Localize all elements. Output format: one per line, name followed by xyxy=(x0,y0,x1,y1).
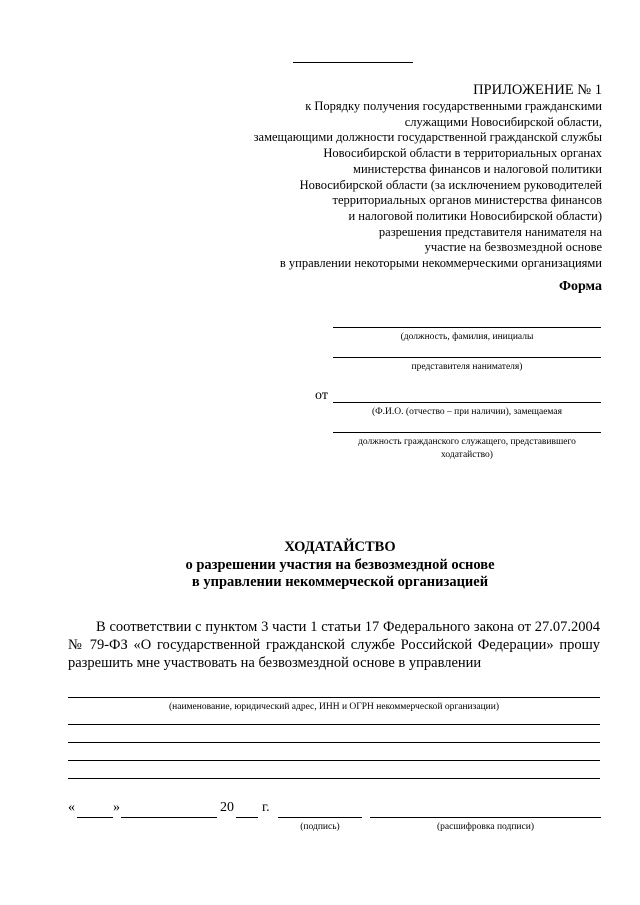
title-line: ХОДАТАЙСТВО xyxy=(284,539,396,555)
addressee-name-field[interactable] xyxy=(333,357,601,358)
organization-caption: (наименование, юридический адрес, ИНН и ОГРН некоммерческой организации) xyxy=(169,702,499,712)
addressee-caption-2: представителя нанимателя) xyxy=(411,362,523,372)
applicant-caption-3: ходатайство) xyxy=(441,450,493,460)
appendix-line: министерства финансов и налоговой политики xyxy=(353,161,602,176)
appendix-line: замещающими должности государственной гражданской службы xyxy=(253,130,602,145)
applicant-caption-1: (Ф.И.О. (отчество – при наличии), замещаемая xyxy=(372,407,562,417)
applicant-caption-2: должность гражданского служащего, представившего xyxy=(358,437,576,447)
appendix-line: Новосибирской области (за исключением руководителей xyxy=(299,177,602,192)
appendix-line: в управлении некоторыми некоммерческими организациями xyxy=(279,256,602,271)
organization-field-line-1[interactable] xyxy=(68,697,600,698)
appendix-line: территориальных органов министерства финансов xyxy=(332,193,602,208)
title-line: о разрешении участия на безвозмездной основе xyxy=(185,556,495,573)
header-divider-line xyxy=(293,62,413,63)
appendix-title: ПРИЛОЖЕНИЕ № 1 xyxy=(473,82,602,98)
form-label: Форма xyxy=(558,279,602,294)
appendix-reference xyxy=(254,99,602,272)
organization-field-line-2[interactable] xyxy=(68,724,600,725)
from-label: от xyxy=(315,388,328,403)
appendix-line: разрешения представителя нанимателя на xyxy=(378,224,602,239)
appendix-line: и налоговой политики Новосибирской области) xyxy=(348,208,602,223)
date-month-field[interactable] xyxy=(121,817,217,818)
appendix-line: к Порядку получения государственными гражданскими xyxy=(305,99,602,113)
title-line: в управлении некоммерческой организацией xyxy=(191,574,489,590)
signature-caption: (подпись) xyxy=(300,822,340,832)
addressee-position-field[interactable] xyxy=(333,327,601,328)
signature-decode-field[interactable] xyxy=(370,817,601,818)
date-year-prefix: 20 xyxy=(220,800,234,815)
appendix-line: служащими Новосибирской области, xyxy=(404,114,602,129)
applicant-position-field[interactable] xyxy=(333,432,601,433)
date-year-suffix: г. xyxy=(262,800,270,815)
appendix-line: участие на безвозмездной основе xyxy=(424,240,602,255)
applicant-name-field[interactable] xyxy=(333,402,601,403)
date-year-field[interactable] xyxy=(236,817,258,818)
organization-field-line-4[interactable] xyxy=(68,760,600,761)
signature-decode-caption: (расшифровка подписи) xyxy=(437,822,534,832)
date-quote-open: « xyxy=(68,800,75,815)
organization-field-line-3[interactable] xyxy=(68,742,600,743)
appendix-line: Новосибирской области в территориальных органах xyxy=(323,146,602,161)
petition-text: В соответствии с пунктом 3 части 1 статьи 17 Федерального закона от 27.07.2004 № 79-ФЗ «О государственной гражданской службе Российской Федерации» прошу разрешить мне участвовать на безвозмездной основе в управлении xyxy=(68,619,600,672)
signature-field[interactable] xyxy=(278,817,362,818)
date-quote-close: » xyxy=(113,800,120,815)
organization-field-line-5[interactable] xyxy=(68,778,600,779)
date-day-field[interactable] xyxy=(77,817,113,818)
document-title xyxy=(60,539,620,592)
addressee-caption-1: (должность, фамилия, инициалы xyxy=(400,332,534,342)
